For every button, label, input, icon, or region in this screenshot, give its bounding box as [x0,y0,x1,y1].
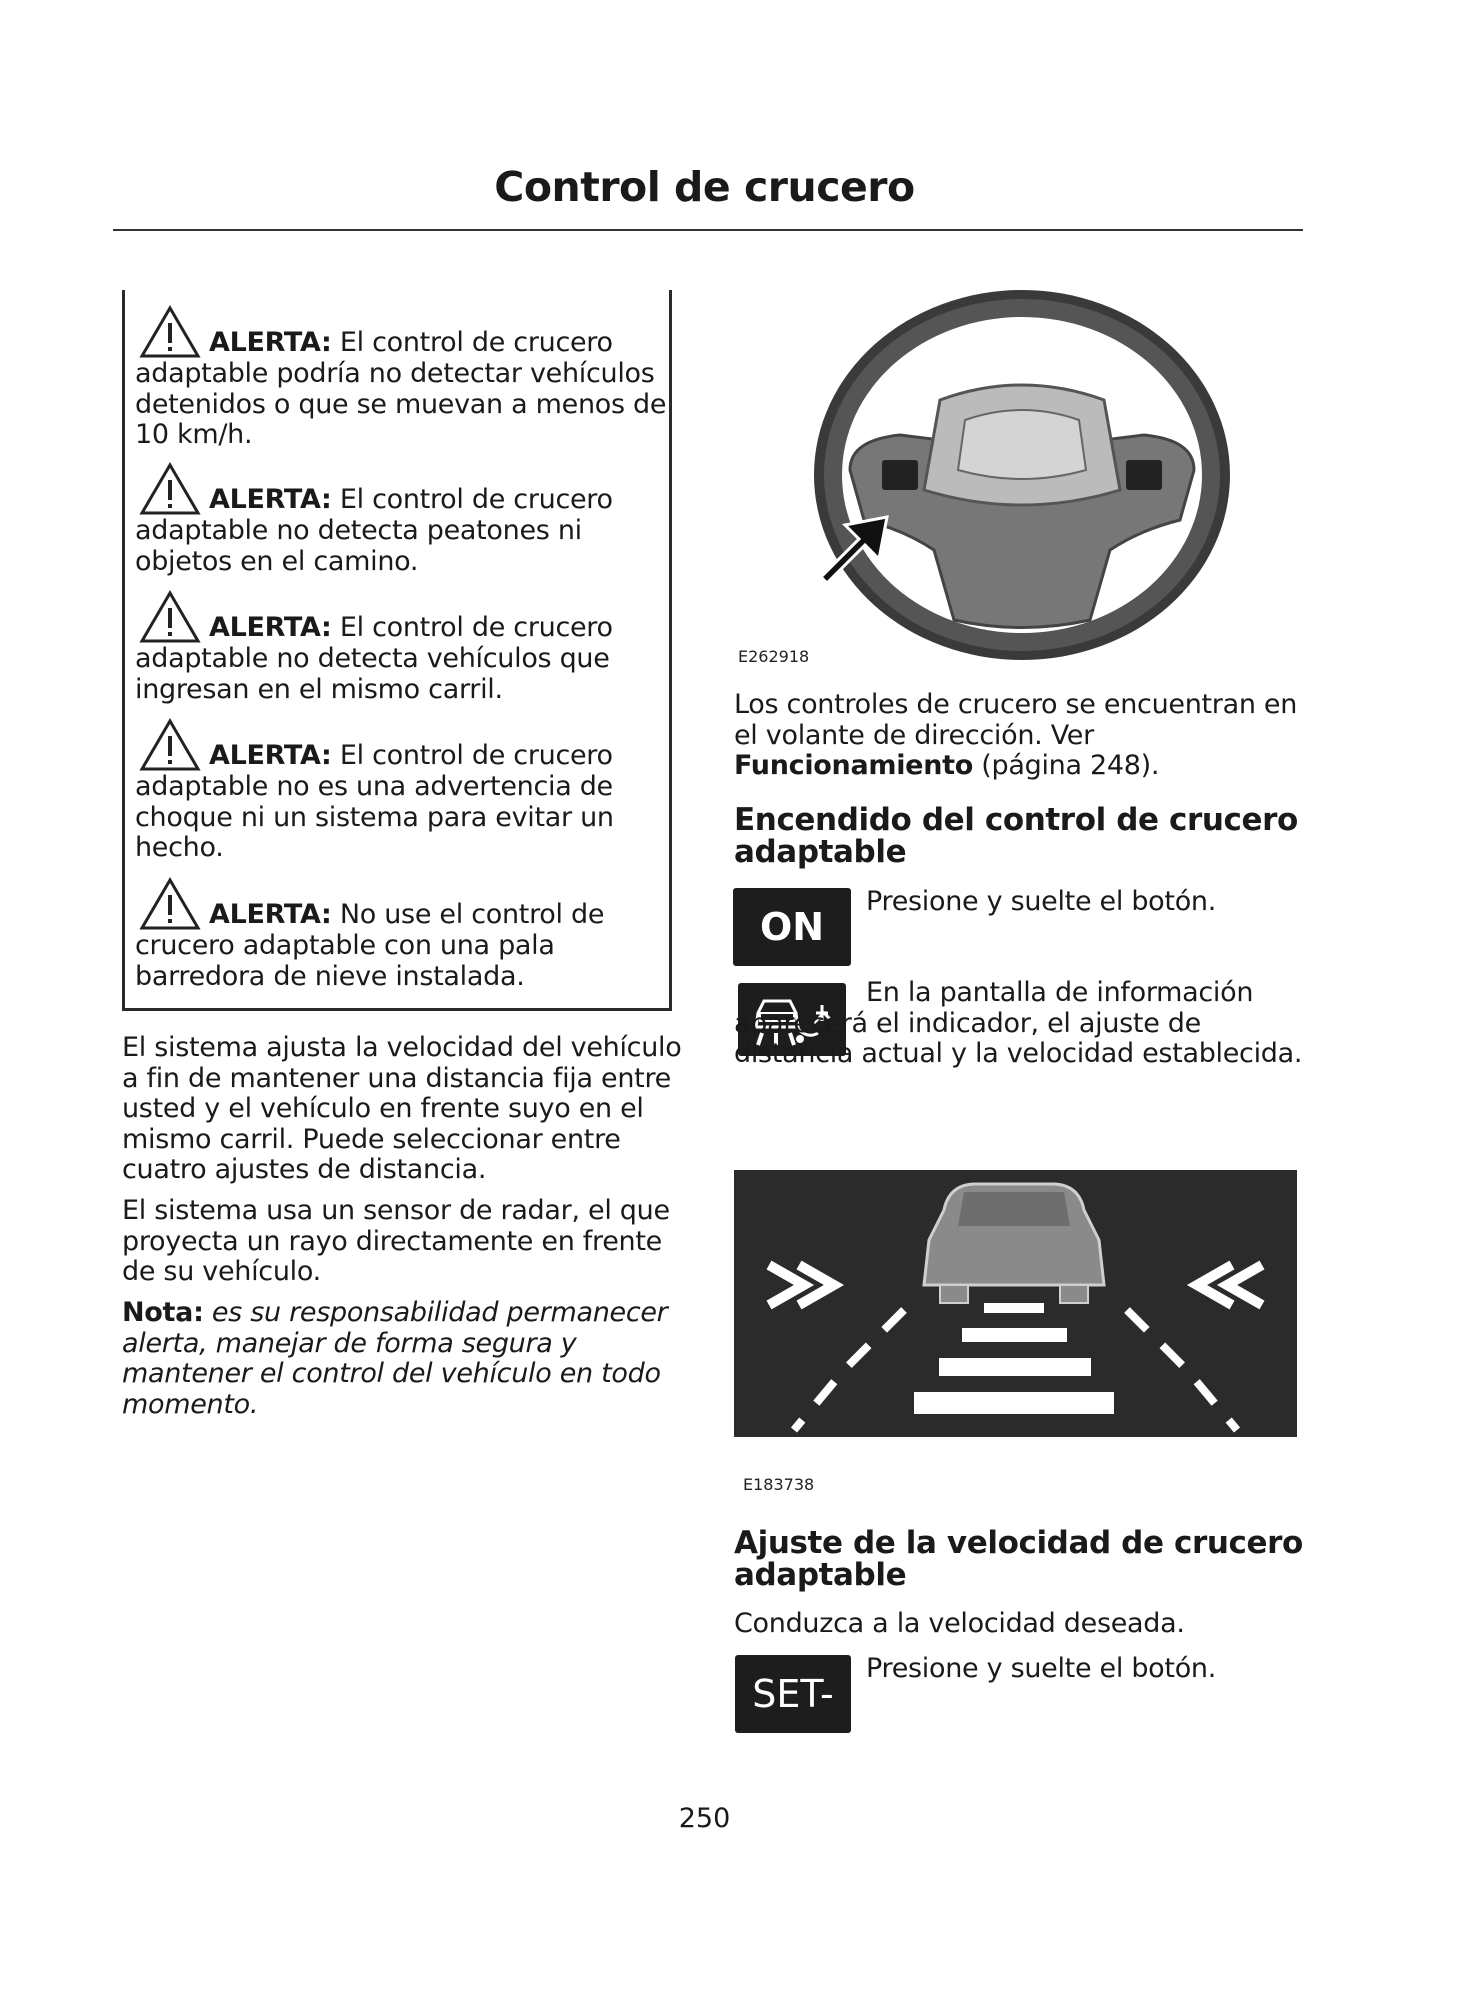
warning-label: ALERTA: [209,740,332,771]
warning-text: El control de crucero adaptable no es una advertencia de choque ni un sistema para evitar un hecho. [135,740,614,863]
heading-ajuste: Ajuste de la velocidad de crucero adaptable [734,1525,1303,1593]
set-minus-button-icon: SET- [735,1655,851,1733]
on-instruction: Presione y suelte el botón. [866,886,1217,917]
indicator-paragraph: En la pantalla de información aparecerá el indicador, el ajuste de distancia actual y la velocidad establecida. [734,977,1303,1069]
acc-display-illustration [734,1170,1297,1437]
warning-triangle-icon [139,877,201,931]
title-rule [113,229,1303,231]
figure-code-2: E183738 [743,1475,815,1494]
warning-text: El control de crucero adaptable no detecta vehículos que ingresan en el mismo carril. [135,612,613,705]
warning-4 [135,718,670,864]
drive-instruction: Conduzca a la velocidad deseada. [734,1608,1185,1639]
warning-triangle-icon [139,718,201,772]
warning-label: ALERTA: [209,899,332,930]
warning-triangle-icon [139,462,201,516]
warning-label: ALERTA: [209,484,332,515]
warning-5 [135,877,670,992]
controls-text: Los controles de crucero se encuentran en el volante de dirección. Ver [734,689,1298,751]
controls-paragraph [734,690,1314,782]
paragraph-system: El sistema ajusta la velocidad del vehículo a fin de mantener una distancia fija entre usted y el vehículo en frente suyo en el mismo carril. Puede seleccionar entre cuatro ajustes de distancia. [122,1032,682,1185]
warning-triangle-icon [139,590,201,644]
warning-1 [135,305,670,451]
warning-2 [135,462,670,577]
note-label: Nota: [122,1297,204,1328]
controls-link[interactable]: Funcionamiento [734,750,973,781]
warning-triangle-icon [139,305,201,359]
warning-text: El control de crucero adaptable no detecta peatones ni objetos en el camino. [135,484,613,577]
page-title: Control de crucero [494,163,915,211]
page-number: 250 [678,1803,731,1834]
note-text: es su responsabilidad permanecer alerta, manejar de forma segura y mantener el control del vehículo en todo momento. [122,1297,668,1420]
warning-text: El control de crucero adaptable podría no detectar vehículos detenidos o que se muevan a menos de 10 km/h. [135,327,667,450]
note-paragraph [122,1298,692,1420]
set-instruction: Presione y suelte el botón. [866,1653,1217,1684]
on-button-icon: ON [733,888,851,966]
figure-code-1: E262918 [738,647,810,666]
paragraph-radar: El sistema usa un sensor de radar, el que proyecta un rayo directamente en frente de su vehículo. [122,1195,670,1287]
warning-label: ALERTA: [209,327,332,358]
controls-ref: (página 248). [981,750,1160,781]
heading-encendido: Encendido del control de crucero adaptable [734,802,1298,870]
steering-wheel-illustration [790,290,1270,670]
warning-label: ALERTA: [209,612,332,643]
warning-text: No use el control de crucero adaptable con una pala barredora de nieve instalada. [135,899,605,992]
warning-3 [135,590,670,705]
